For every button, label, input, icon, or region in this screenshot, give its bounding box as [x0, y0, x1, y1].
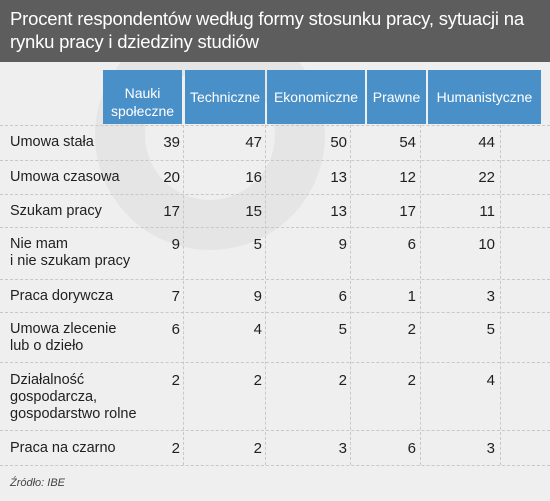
row-divider [0, 362, 550, 363]
table-cell: 2 [253, 372, 262, 389]
table-cell: 6 [407, 440, 416, 457]
row-divider [0, 227, 550, 228]
column-header: Prawne [367, 70, 426, 124]
table-cell: 4 [486, 372, 495, 389]
page-title: Procent respondentów według formy stosunku pracy, sytuacji na rynku pracy i dziedziny studiów [10, 8, 524, 52]
table-cell: 5 [486, 321, 495, 338]
table-cell: 47 [245, 134, 262, 151]
column-divider [183, 125, 184, 465]
table-cell: 15 [245, 203, 262, 220]
row-divider [0, 465, 550, 466]
row-label: Działalność gospodarcza, gospodarstwo rolne [10, 372, 137, 422]
table-cell: 10 [478, 236, 495, 253]
row-divider [0, 312, 550, 313]
table-cell: 22 [478, 169, 495, 186]
column-header: Nauki społeczne [103, 70, 182, 124]
row-divider [0, 194, 550, 195]
column-header: Techniczne [185, 70, 265, 124]
row-label: Szukam pracy [10, 203, 102, 219]
table-cell: 5 [253, 236, 262, 253]
row-label: Umowa zlecenie lub o dzieło [10, 321, 117, 354]
table-cell: 11 [479, 203, 495, 220]
table-cell: 6 [407, 236, 416, 253]
table-cell: 6 [338, 288, 347, 305]
table-cell: 3 [338, 440, 347, 457]
table-cell: 54 [399, 134, 416, 151]
row-divider [0, 160, 550, 161]
column-header: Humanistyczne [428, 70, 541, 124]
table-cell: 9 [253, 288, 262, 305]
table-cell: 17 [163, 203, 180, 220]
source-note: Źródło: IBE [10, 477, 66, 489]
table-cell: 9 [171, 236, 180, 253]
column-header: Ekonomiczne [267, 70, 365, 124]
table-cell: 2 [253, 440, 262, 457]
title-bar [0, 0, 550, 62]
row-label: Umowa czasowa [10, 169, 120, 185]
column-divider [500, 125, 501, 465]
table-cell: 2 [407, 321, 416, 338]
table-cell: 16 [245, 169, 262, 186]
table-cell: 9 [338, 236, 347, 253]
table-cell: 13 [330, 203, 347, 220]
table-cell: 17 [399, 203, 416, 220]
table-cell: 12 [399, 169, 416, 186]
row-label: Praca dorywcza [10, 288, 114, 304]
table-cell: 20 [163, 169, 180, 186]
table-cell: 39 [163, 134, 180, 151]
table-cell: 5 [338, 321, 347, 338]
table-cell: 44 [478, 134, 495, 151]
table-cell: 2 [338, 372, 347, 389]
row-label: Nie mam i nie szukam pracy [10, 236, 131, 269]
row-label: Umowa stała [10, 134, 94, 150]
row-divider [0, 430, 550, 431]
column-divider [350, 125, 351, 465]
row-label: Praca na czarno [10, 440, 116, 456]
table-cell: 2 [407, 372, 416, 389]
table-cell: 13 [330, 169, 347, 186]
table-cell: 1 [407, 288, 416, 305]
table-cell: 50 [330, 134, 347, 151]
table-cell: 3 [486, 288, 495, 305]
row-divider [0, 279, 550, 280]
table-cell: 6 [171, 321, 180, 338]
table-cell: 7 [171, 288, 180, 305]
table-cell: 2 [171, 440, 180, 457]
row-divider [0, 125, 550, 126]
column-divider [265, 125, 266, 465]
table-cell: 2 [171, 372, 180, 389]
table-cell: 4 [253, 321, 262, 338]
table-cell: 3 [486, 440, 495, 457]
column-divider [420, 125, 421, 465]
